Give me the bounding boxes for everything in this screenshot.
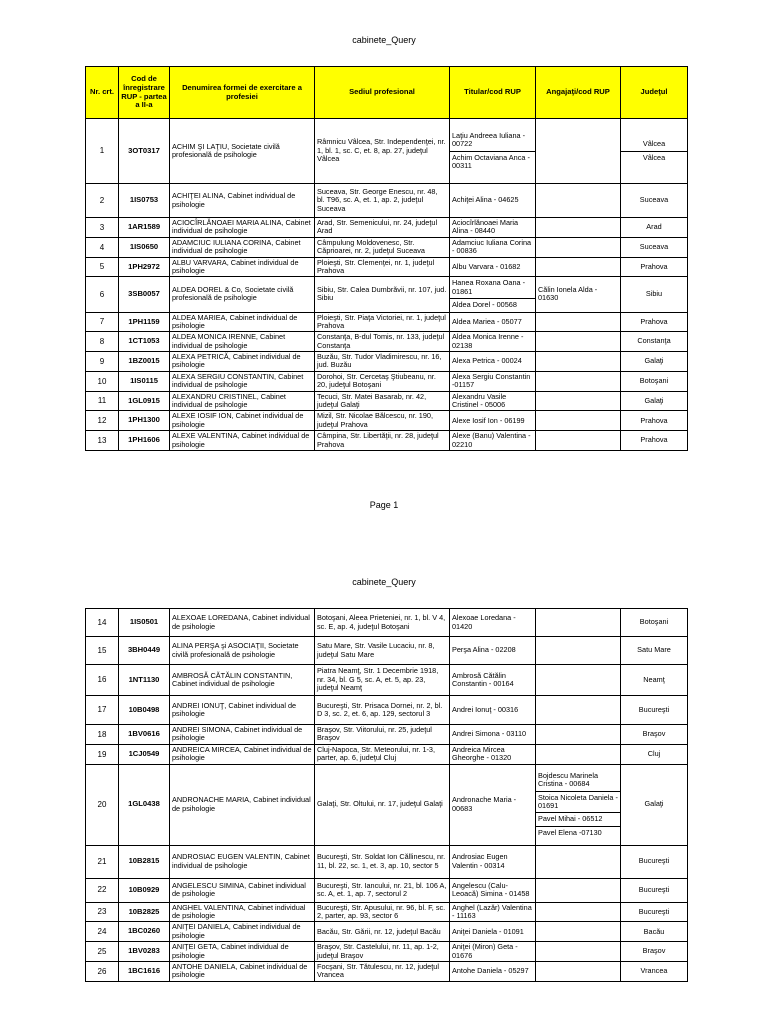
row-cod: 1PH1300 — [119, 411, 170, 431]
row-angajati — [536, 332, 621, 352]
row-titular: Aldea Mariea - 05077 — [450, 312, 536, 332]
row-judet: Bucureşti — [621, 696, 688, 725]
row-titular: Aniţei (Miron) Geta - 01676 — [450, 942, 536, 962]
table-row — [86, 696, 688, 725]
row-number: 17 — [86, 696, 119, 725]
row-titular-item: Aldea Dorel - 00568 — [452, 300, 517, 310]
row-sediu: Bucureşti, Str. Prisaca Dornei, nr. 2, bl. D 3, sc. 2, et. 6, ap. 129, sectorul 3 — [315, 696, 450, 725]
row-number: 21 — [86, 845, 119, 878]
row-titular: Alexa Sergiu Constantin -01157 — [450, 371, 536, 391]
row-titular: Alexoae Loredana - 01420 — [450, 609, 536, 637]
row-angajati — [536, 744, 621, 764]
row-judet: Bucureşti — [621, 902, 688, 922]
table-row — [86, 371, 688, 391]
row-number: 20 — [86, 764, 119, 845]
table-row — [86, 277, 688, 312]
table-row — [86, 637, 688, 665]
row-sediu: Arad, Str. Semenicului, nr. 24, judeţul Arad — [315, 218, 450, 238]
row-cod: 3OT0317 — [119, 119, 170, 184]
table-row — [86, 218, 688, 238]
row-number: 23 — [86, 902, 119, 922]
document-title: cabinete_Query — [352, 35, 416, 45]
page-number: Page 1 — [369, 500, 399, 510]
row-judet-item: Vâlcea — [621, 138, 687, 151]
row-cod: 1BC0260 — [119, 922, 170, 942]
row-titular: Alexe Iosif Ion - 06199 — [450, 411, 536, 431]
row-cod: 1BV0616 — [119, 725, 170, 745]
row-sediu: Piatra Neamţ, Str. 1 Decembrie 1918, nr. 34, bl. G 5, sc. A, et. 5, ap. 23, judeţul Neamţ — [315, 665, 450, 696]
row-angajati — [536, 845, 621, 878]
row-cod: 1NT1130 — [119, 665, 170, 696]
row-denumire: ALEXA SERGIU CONSTANTIN, Cabinet individual de psihologie — [170, 371, 315, 391]
row-angajati-item: Pavel Elena -07130 — [538, 827, 602, 837]
row-sediu: Suceava, Str. George Enescu, nr. 48, bl. T96, sc. A, et. 1, ap. 2, judeţul Suceava — [315, 184, 450, 218]
row-judet: Braşov — [621, 725, 688, 745]
row-judet: Prahova — [621, 312, 688, 332]
row-angajati — [536, 961, 621, 981]
row-judet: Suceava — [621, 237, 688, 257]
row-titular: Androsiac Eugen Valentin - 00314 — [450, 845, 536, 878]
row-number: 10 — [86, 371, 119, 391]
row-cod: 10B0929 — [119, 878, 170, 902]
row-denumire: ANTOHE DANIELA, Cabinet individual de psihologie — [170, 961, 315, 981]
row-number: 14 — [86, 609, 119, 637]
row-denumire: ACHIM ŞI LAŢIU, Societate civilă profesională de psihologie — [170, 119, 315, 184]
row-titular: Aniţei Daniela - 01091 — [450, 922, 536, 942]
row-sediu: Satu Mare, Str. Vasile Lucaciu, nr. 8, judeţul Satu Mare — [315, 637, 450, 665]
table-row — [86, 352, 688, 372]
row-judet: Satu Mare — [621, 637, 688, 665]
row-cod: 3SB0057 — [119, 277, 170, 312]
row-denumire: ALDEA MONICA IRENNE, Cabinet individual de psihologie — [170, 332, 315, 352]
table-row — [86, 725, 688, 745]
row-number: 13 — [86, 431, 119, 451]
row-cod: 1GL0915 — [119, 391, 170, 411]
row-titular: Achiţei Alina - 04625 — [450, 184, 536, 218]
row-sediu: Constanţa, B-dul Tomis, nr. 133, judeţul Constanţa — [315, 332, 450, 352]
row-denumire: ALBU VARVARA, Cabinet individual de psihologie — [170, 257, 315, 277]
row-number: 26 — [86, 961, 119, 981]
table-row — [86, 237, 688, 257]
table-row — [86, 257, 688, 277]
row-titular: Perşa Alina - 02208 — [450, 637, 536, 665]
row-denumire: ALEXE IOSIF ION, Cabinet individual de psihologie — [170, 411, 315, 431]
row-judet: Prahova — [621, 431, 688, 451]
header-sediu: Sediul profesional — [315, 67, 450, 119]
row-titular-item: Achim Octaviana Anca - 00311 — [452, 152, 530, 170]
row-titular — [450, 119, 536, 184]
row-number: 3 — [86, 218, 119, 238]
row-judet: Constanţa — [621, 332, 688, 352]
row-sediu: Galaţi, Str. Oltului, nr. 17, judeţul Galaţi — [315, 764, 450, 845]
row-titular: Adamciuc Iuliana Corina - 00836 — [450, 237, 536, 257]
row-judet: Suceava — [621, 184, 688, 218]
header-judet: Judeţul — [621, 67, 688, 119]
row-denumire: ANDRONACHE MARIA, Cabinet individual de psihologie — [170, 764, 315, 845]
row-cod: 1BV0283 — [119, 942, 170, 962]
row-sediu: Focşani, Str. Tătulescu, nr. 12, judeţul Vrancea — [315, 961, 450, 981]
row-sediu: Cluj-Napoca, Str. Meteorului, nr. 1-3, parter, ap. 6, judeţul Cluj — [315, 744, 450, 764]
row-cod: 1IS0650 — [119, 237, 170, 257]
row-sediu: Buzău, Str. Tudor Vladimirescu, nr. 16, jud. Buzău — [315, 352, 450, 372]
row-number: 4 — [86, 237, 119, 257]
row-sediu: Bucureşti, Str. Iancului, nr. 21, bl. 106 A, sc. A, et. 1, ap. 7, sectorul 2 — [315, 878, 450, 902]
row-angajati-item: Stoica Nicoleta Daniela - 01691 — [536, 791, 620, 813]
row-denumire: ALEXANDRU CRISTINEL, Cabinet individual de psihologie — [170, 391, 315, 411]
row-angajati — [536, 878, 621, 902]
row-cod: 1CT1053 — [119, 332, 170, 352]
row-angajati: Călin Ionela Alda - 01630 — [536, 277, 621, 312]
row-sediu: Câmpulung Moldovenesc, Str. Căprioarei, nr. 2, judeţul Suceava — [315, 237, 450, 257]
row-judet: Galaţi — [621, 391, 688, 411]
row-titular: Andronache Maria - 00683 — [450, 764, 536, 845]
row-angajati — [536, 637, 621, 665]
row-judet: Bucureşti — [621, 878, 688, 902]
row-angajati — [536, 119, 621, 184]
table-row — [86, 942, 688, 962]
row-cod: 1GL0438 — [119, 764, 170, 845]
row-judet: Bacău — [621, 922, 688, 942]
row-cod: 1PH1159 — [119, 312, 170, 332]
row-judet: Galaţi — [621, 764, 688, 845]
row-judet: Prahova — [621, 257, 688, 277]
row-titular: Alexa Petrica - 00024 — [450, 352, 536, 372]
row-sediu: Bacău, Str. Gării, nr. 12, judeţul Bacău — [315, 922, 450, 942]
row-titular: Anghel (Lazăr) Valentina - 11163 — [450, 902, 536, 922]
row-sediu: Sibiu, Str. Calea Dumbrăvii, nr. 107, jud. Sibiu — [315, 277, 450, 312]
row-judet: Cluj — [621, 744, 688, 764]
row-angajati — [536, 312, 621, 332]
row-denumire: ADAMCIUC IULIANA CORINA, Cabinet individual de psihologie — [170, 237, 315, 257]
row-denumire: ACIOCÎRLĂNOAEI MARIA ALINA, Cabinet individual de psihologie — [170, 218, 315, 238]
row-angajati — [536, 352, 621, 372]
row-denumire: ALDEA MARIEA, Cabinet individual de psihologie — [170, 312, 315, 332]
table-page-2 — [85, 608, 688, 982]
header-cod: Cod de înregistrare RUP - partea a II-a — [119, 67, 170, 119]
table-row — [86, 411, 688, 431]
row-sediu: Dorohoi, Str. Cercetaş Ştiubeanu, nr. 20, judeţul Botoşani — [315, 371, 450, 391]
row-angajati-item: Pavel Mihai - 06512 — [536, 813, 620, 826]
row-angajati — [536, 431, 621, 451]
row-judet: Vrancea — [621, 961, 688, 981]
row-cod: 10B2825 — [119, 902, 170, 922]
row-judet: Botoşani — [621, 609, 688, 637]
row-sediu: Bucureşti, Str. Apusului, nr. 96, bl. F, sc. 2, parter, ap. 93, sector 6 — [315, 902, 450, 922]
row-angajati — [536, 391, 621, 411]
row-cod: 1PH2972 — [119, 257, 170, 277]
row-titular: Antohe Daniela - 05297 — [450, 961, 536, 981]
row-number: 6 — [86, 277, 119, 312]
table-row — [86, 902, 688, 922]
row-sediu: Bucureşti, Str. Soldat Ion Căllinescu, nr. 11, bl. 22, sc. 1, et. 3, ap. 10, sector 5 — [315, 845, 450, 878]
row-number: 11 — [86, 391, 119, 411]
row-number: 7 — [86, 312, 119, 332]
table-row — [86, 431, 688, 451]
row-number: 1 — [86, 119, 119, 184]
row-titular: Aldea Monica Irenne - 02138 — [450, 332, 536, 352]
row-denumire: ALDEA DOREL & Co, Societate civilă profesională de psihologie — [170, 277, 315, 312]
row-titular: Angelescu (Calu-Leoacă) Simina - 01458 — [450, 878, 536, 902]
row-sediu: Ploieşti, Str. Clemenţei, nr. 1, judeţul Prahova — [315, 257, 450, 277]
header-nr: Nr. crt. — [86, 67, 119, 119]
row-number: 16 — [86, 665, 119, 696]
table-row — [86, 119, 688, 184]
row-number: 24 — [86, 922, 119, 942]
row-angajati — [536, 237, 621, 257]
row-denumire: ANGELESCU SIMINA, Cabinet individual de psihologie — [170, 878, 315, 902]
row-denumire: AMBROSĂ CĂTĂLIN CONSTANTIN, Cabinet individual de psihologie — [170, 665, 315, 696]
row-denumire: ANGHEL VALENTINA, Cabinet individual de psihologie — [170, 902, 315, 922]
row-judet-item: Vâlcea — [642, 152, 666, 162]
row-angajati — [536, 609, 621, 637]
row-angajati — [536, 922, 621, 942]
row-number: 9 — [86, 352, 119, 372]
table-row — [86, 961, 688, 981]
header-denumire: Denumirea formei de exercitare a profesiei — [170, 67, 315, 119]
row-angajati — [536, 902, 621, 922]
row-titular: Aciocîrlănoaei Maria Alina - 08440 — [450, 218, 536, 238]
table-row — [86, 878, 688, 902]
header-angajati: Angajaţi/cod RUP — [536, 67, 621, 119]
row-cod: 1CJ0549 — [119, 744, 170, 764]
row-titular: Andreica Mircea Gheorghe - 01320 — [450, 744, 536, 764]
row-titular: Albu Varvara - 01682 — [450, 257, 536, 277]
row-number: 2 — [86, 184, 119, 218]
row-titular-item: Laţiu Andreea Iuliana - 00722 — [450, 130, 535, 151]
row-number: 22 — [86, 878, 119, 902]
row-judet: Prahova — [621, 411, 688, 431]
table-row — [86, 184, 688, 218]
row-judet: Galaţi — [621, 352, 688, 372]
row-number: 18 — [86, 725, 119, 745]
row-titular: Alexe (Banu) Valentina - 02210 — [450, 431, 536, 451]
table-row — [86, 764, 688, 845]
table-row — [86, 609, 688, 637]
row-judet: Botoşani — [621, 371, 688, 391]
row-cod: 10B2815 — [119, 845, 170, 878]
table-row — [86, 665, 688, 696]
table-row — [86, 744, 688, 764]
row-titular — [450, 277, 536, 312]
row-number: 8 — [86, 332, 119, 352]
row-angajati — [536, 371, 621, 391]
row-sediu: Câmpina, Str. Libertăţii, nr. 28, judeţul Prahova — [315, 431, 450, 451]
row-cod: 1IS0115 — [119, 371, 170, 391]
table-row — [86, 845, 688, 878]
row-sediu: Tecuci, Str. Matei Basarab, nr. 42, judeţul Galaţi — [315, 391, 450, 411]
row-judet: Sibiu — [621, 277, 688, 312]
row-angajati — [536, 764, 621, 845]
row-titular: Andrei Ionuţ - 00316 — [450, 696, 536, 725]
row-angajati-item: Bojdescu Marinela Cristina - 00684 — [536, 770, 620, 791]
row-sediu: Mizil, Str. Nicolae Bălcescu, nr. 190, judeţul Prahova — [315, 411, 450, 431]
row-titular: Andrei Simona - 03110 — [450, 725, 536, 745]
row-judet: Neamţ — [621, 665, 688, 696]
table-row — [86, 391, 688, 411]
row-angajati — [536, 218, 621, 238]
row-angajati — [536, 184, 621, 218]
table-row — [86, 312, 688, 332]
row-number: 19 — [86, 744, 119, 764]
table-page-1 — [85, 66, 688, 451]
row-cod: 3BH0449 — [119, 637, 170, 665]
row-number: 5 — [86, 257, 119, 277]
row-sediu: Ploieşti, Str. Piaţa Victoriei, nr. 1, judeţul Prahova — [315, 312, 450, 332]
header-titular: Titular/cod RUP — [450, 67, 536, 119]
row-number: 25 — [86, 942, 119, 962]
row-cod: 1AR1589 — [119, 218, 170, 238]
row-sediu: Braşov, Str. Viitorului, nr. 25, judeţul Braşov — [315, 725, 450, 745]
row-sediu: Râmnicu Vâlcea, Str. Independenţei, nr. 1, bl. 1, sc. C, et. 8, ap. 27, judeţul Vâlcea — [315, 119, 450, 184]
row-angajati — [536, 411, 621, 431]
row-denumire: ANDREI IONUŢ, Cabinet individual de psihologie — [170, 696, 315, 725]
row-cod: 1BC1616 — [119, 961, 170, 981]
row-angajati — [536, 257, 621, 277]
row-number: 15 — [86, 637, 119, 665]
row-judet — [621, 119, 688, 184]
row-angajati — [536, 665, 621, 696]
row-angajati — [536, 725, 621, 745]
row-denumire: ANIŢEI DANIELA, Cabinet individual de psihologie — [170, 922, 315, 942]
row-sediu: Botoşani, Aleea Prieteniei, nr. 1, bl. V 4, sc. E, ap. 4, judeţul Botoşani — [315, 609, 450, 637]
row-number: 12 — [86, 411, 119, 431]
row-angajati — [536, 942, 621, 962]
row-cod: 1IS0753 — [119, 184, 170, 218]
row-denumire: ANDROSIAC EUGEN VALENTIN, Cabinet individual de psihologie — [170, 845, 315, 878]
row-titular: Ambrosă Cătălin Constantin - 00164 — [450, 665, 536, 696]
row-angajati — [536, 696, 621, 725]
row-denumire: ANIŢEI GETA, Cabinet individual de psihologie — [170, 942, 315, 962]
row-judet: Bucureşti — [621, 845, 688, 878]
row-titular-item: Hanea Roxana Oana - 01861 — [450, 277, 535, 298]
row-sediu: Braşov, Str. Castelului, nr. 11, ap. 1-2, judeţul Braşov — [315, 942, 450, 962]
table-row — [86, 922, 688, 942]
row-cod: 10B0498 — [119, 696, 170, 725]
document-title-2: cabinete_Query — [352, 577, 416, 587]
row-cod: 1BZ0015 — [119, 352, 170, 372]
row-judet: Arad — [621, 218, 688, 238]
row-denumire: ALINA PERŞA şi ASOCIAŢII, Societate civilă profesională de psihologie — [170, 637, 315, 665]
row-cod: 1PH1606 — [119, 431, 170, 451]
row-cod: 1IS0501 — [119, 609, 170, 637]
row-denumire: ACHIŢEI ALINA, Cabinet individual de psihologie — [170, 184, 315, 218]
row-denumire: ALEXA PETRICĂ, Cabinet individual de psihologie — [170, 352, 315, 372]
row-denumire: ANDREICA MIRCEA, Cabinet individual de psihologie — [170, 744, 315, 764]
row-denumire: ANDREI SIMONA, Cabinet individual de psihologie — [170, 725, 315, 745]
row-denumire: ALEXOAE LOREDANA, Cabinet individual de psihologie — [170, 609, 315, 637]
row-titular: Alexandru Vasile Cristinel - 05006 — [450, 391, 536, 411]
table-row — [86, 332, 688, 352]
row-denumire: ALEXE VALENTINA, Cabinet individual de psihologie — [170, 431, 315, 451]
row-judet: Braşov — [621, 942, 688, 962]
